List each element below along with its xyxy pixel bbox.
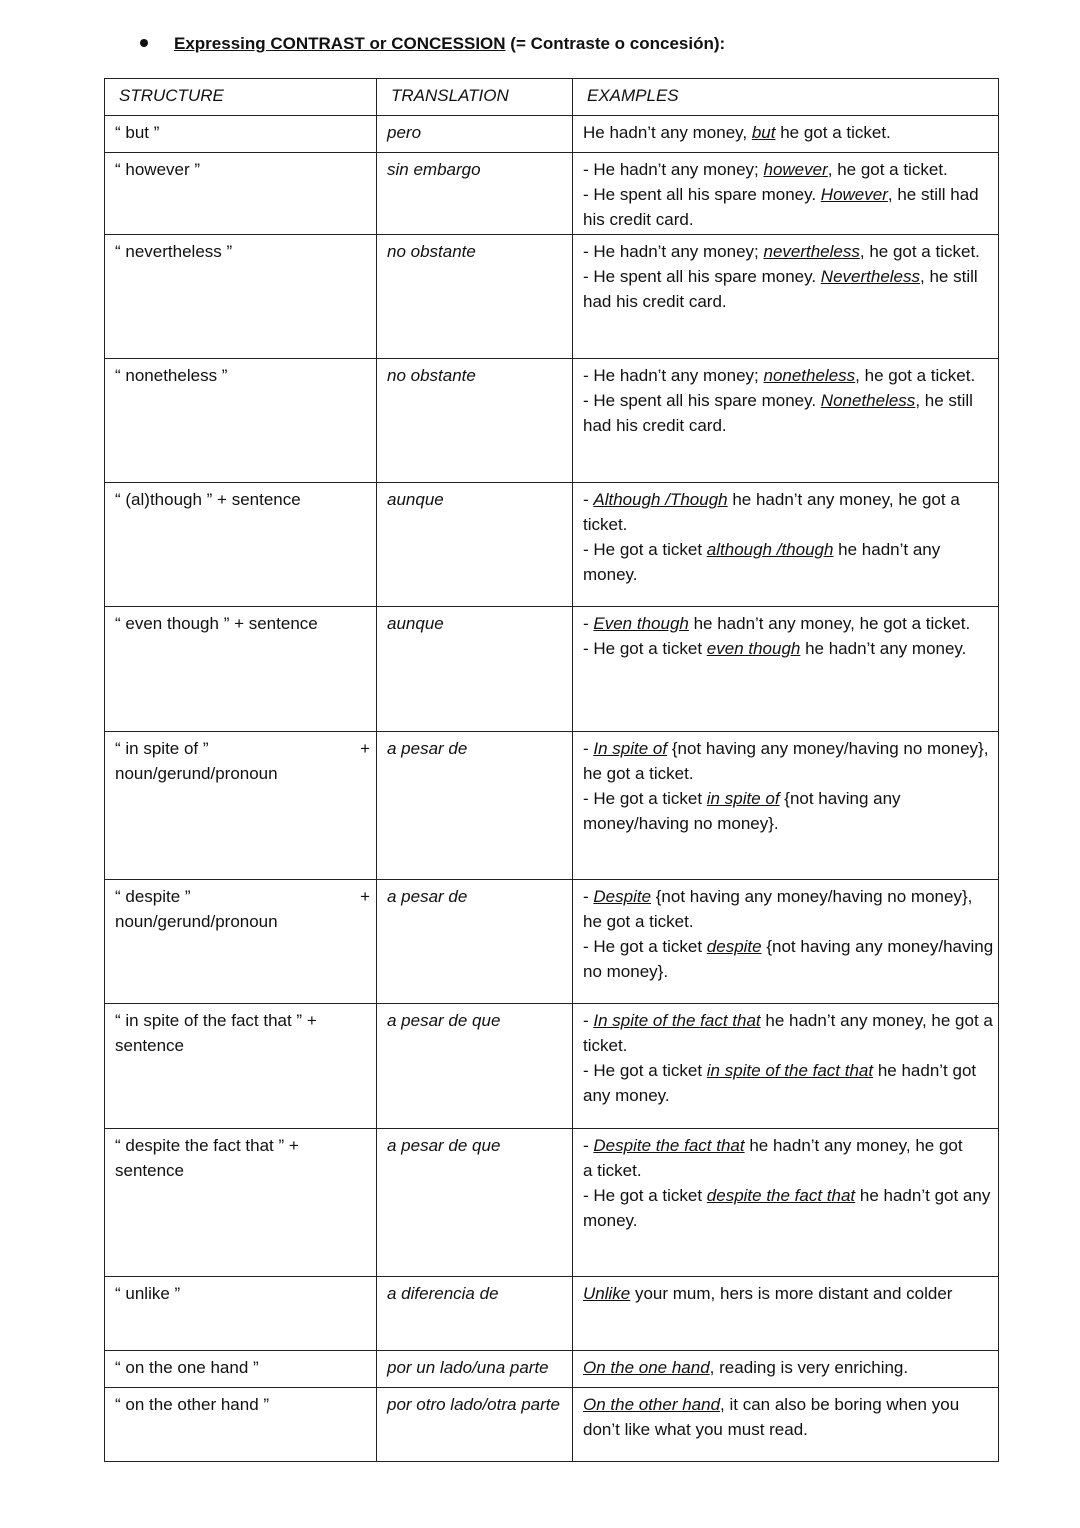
example-text: - He got a ticket (583, 540, 707, 559)
example-text: a ticket. (583, 1161, 642, 1180)
structure-cell (105, 880, 377, 1004)
translation-cell: a diferencia de (377, 1277, 573, 1351)
structure-text: “ but ” (115, 123, 160, 142)
structure-complement: noun/gerund/pronoun (115, 764, 278, 783)
example-text: {not having any money/having no money}, he got a ticket. (583, 887, 973, 931)
structure-text: “ unlike ” (115, 1284, 181, 1303)
example-text: - He hadn’t any money; (583, 160, 764, 179)
structure-cell (105, 483, 377, 607)
examples-cell (573, 1129, 999, 1277)
translation-cell: a pesar de (377, 880, 573, 1004)
translation-cell: por un lado/una parte (377, 1351, 573, 1388)
translation-cell: pero (377, 116, 573, 153)
heading-title: Expressing CONTRAST or CONCESSION (174, 34, 506, 53)
example-text: he hadn’t any money, he got a ticket. (583, 490, 960, 534)
table-header-row (105, 79, 999, 116)
table-row (105, 1388, 999, 1462)
example-text: - He hadn’t any money; (583, 366, 764, 385)
structure-text: “ nevertheless ” (115, 242, 233, 261)
structure-cell (105, 1129, 377, 1277)
structure-cell (105, 1004, 377, 1129)
example-text: He hadn’t any money, (583, 123, 752, 142)
example-text: {not having any money/having no money}. (583, 789, 901, 833)
example-line (583, 611, 994, 636)
examples-cell (573, 153, 999, 235)
example-text: - (583, 490, 594, 509)
example-text: , he got a ticket. (827, 160, 948, 179)
example-line (583, 1281, 994, 1306)
translation-cell: por otro lado/otra parte (377, 1388, 573, 1462)
example-text: {not having any money/having no money}, he got a ticket. (583, 739, 989, 783)
examples-cell (573, 483, 999, 607)
header-examples: EXAMPLES (573, 79, 999, 116)
example-text: , he still had his credit card. (583, 185, 979, 229)
table-row (105, 732, 999, 880)
connector-keyword: Nonetheless (820, 391, 916, 410)
examples-cell (573, 607, 999, 732)
example-text: - He got a ticket (583, 639, 707, 658)
example-text: , he still had his credit card. (583, 267, 978, 311)
example-line (583, 388, 994, 438)
examples-cell (573, 1351, 999, 1388)
example-text: - (583, 1136, 594, 1155)
examples-cell (573, 1004, 999, 1129)
translation-cell: a pesar de que (377, 1004, 573, 1129)
example-line (583, 182, 994, 232)
example-text: , he got a ticket. (859, 242, 980, 261)
structure-cell (105, 1277, 377, 1351)
table-row (105, 359, 999, 483)
connector-keyword: however (763, 160, 828, 179)
header-structure: STRUCTURE (105, 79, 377, 116)
structure-cell (105, 153, 377, 235)
connector-keyword: but (751, 123, 776, 142)
structure-cell (105, 732, 377, 880)
table-row (105, 880, 999, 1004)
structure-plus: + (360, 887, 370, 906)
connector-keyword: in spite of (706, 789, 780, 808)
connector-keyword: Nevertheless (820, 267, 921, 286)
examples-cell (573, 1277, 999, 1351)
structure-cell (105, 359, 377, 483)
structure-text: “ on the other hand ” (115, 1395, 270, 1414)
example-text: he hadn’t any money. (583, 540, 941, 584)
example-line (583, 1158, 994, 1183)
example-text: , it can also be boring when you don’t like what you must read. (583, 1395, 960, 1439)
structure-cell (105, 607, 377, 732)
section-heading (140, 34, 725, 54)
structure-text: “ despite ” (115, 887, 191, 906)
example-text: - (583, 614, 594, 633)
example-text: he hadn’t any money, he got a ticket. (688, 614, 971, 633)
connector-keyword: nonetheless (763, 366, 856, 385)
table-row (105, 153, 999, 235)
heading-subtitle: (= Contraste o concesión): (505, 34, 726, 53)
table-row (105, 235, 999, 359)
example-text: he hadn’t any money. (800, 639, 967, 658)
bullet-icon (140, 39, 148, 47)
connector-keyword: although /though (706, 540, 834, 559)
examples-cell (573, 880, 999, 1004)
example-line (583, 786, 994, 836)
example-text: - He hadn’t any money; (583, 242, 764, 261)
connector-keyword: Despite (593, 887, 652, 906)
table-row (105, 116, 999, 153)
example-line (583, 884, 994, 934)
example-line (583, 1183, 994, 1233)
connector-keyword: Unlike (583, 1284, 631, 1303)
table-row (105, 1004, 999, 1129)
connector-keyword: On the one hand (583, 1358, 710, 1377)
table-row (105, 483, 999, 607)
example-text: , he still had his credit card. (583, 391, 973, 435)
example-text: he hadn’t any money, he got a ticket. (583, 1011, 993, 1055)
example-line (583, 1133, 994, 1158)
translation-cell: a pesar de que (377, 1129, 573, 1277)
table-row (105, 1277, 999, 1351)
example-text: - He spent all his spare money. (583, 185, 821, 204)
example-line (583, 157, 994, 182)
example-text: - He got a ticket (583, 937, 707, 956)
example-line (583, 264, 994, 314)
example-line (583, 120, 994, 145)
example-text: he hadn’t any money, he got (744, 1136, 963, 1155)
structure-plus: + (360, 739, 370, 758)
translation-cell: no obstante (377, 359, 573, 483)
example-text: - (583, 739, 594, 758)
example-text: - He got a ticket (583, 789, 707, 808)
structure-text: “ nonetheless ” (115, 366, 228, 385)
structure-text: “ on the one hand ” (115, 1358, 259, 1377)
example-text: - He got a ticket (583, 1186, 707, 1205)
example-line (583, 1392, 994, 1442)
connector-keyword: Although /Though (593, 490, 728, 509)
connector-keyword: Even though (593, 614, 689, 633)
table-row (105, 607, 999, 732)
translation-cell: aunque (377, 483, 573, 607)
connector-keyword: despite (706, 937, 762, 956)
example-line (583, 1008, 994, 1058)
example-text: {not having any money/having no money}. (583, 937, 994, 981)
example-line (583, 1058, 994, 1108)
example-text: he hadn’t got any money. (583, 1061, 977, 1105)
connector-keyword: Despite the fact that (593, 1136, 745, 1155)
example-line (583, 934, 994, 984)
translation-cell: sin embargo (377, 153, 573, 235)
connector-keyword: nevertheless (763, 242, 860, 261)
table-row (105, 1351, 999, 1388)
examples-cell (573, 235, 999, 359)
examples-cell (573, 116, 999, 153)
structure-text: “ even though ” + sentence (115, 614, 318, 633)
structure-cell (105, 235, 377, 359)
examples-cell (573, 732, 999, 880)
example-text: , he got a ticket. (855, 366, 976, 385)
example-text: , reading is very enriching. (709, 1358, 909, 1377)
table-row (105, 1129, 999, 1277)
connector-keyword: even though (706, 639, 801, 658)
structure-text: “ in spite of ” (115, 739, 209, 758)
example-line (583, 736, 994, 786)
examples-cell (573, 359, 999, 483)
examples-cell (573, 1388, 999, 1462)
connector-keyword: despite the fact that (706, 1186, 856, 1205)
example-text: - He spent all his spare money. (583, 267, 821, 286)
structure-complement: noun/gerund/pronoun (115, 912, 278, 931)
example-line (583, 239, 994, 264)
translation-cell: no obstante (377, 235, 573, 359)
connector-keyword: in spite of the fact that (706, 1061, 874, 1080)
example-line (583, 363, 994, 388)
structure-text: “ however ” (115, 160, 201, 179)
connector-keyword: In spite of the fact that (593, 1011, 761, 1030)
example-line (583, 537, 994, 587)
example-line (583, 487, 994, 537)
structure-text: “ (al)though ” + sentence (115, 490, 301, 509)
example-line (583, 636, 994, 661)
structure-cell (105, 116, 377, 153)
structure-cell (105, 1388, 377, 1462)
connector-keyword: On the other hand (583, 1395, 721, 1414)
translation-cell: a pesar de (377, 732, 573, 880)
example-text: your mum, hers is more distant and colder (630, 1284, 953, 1303)
example-text: he got a ticket. (775, 123, 891, 142)
example-text: - He got a ticket (583, 1061, 707, 1080)
contrast-table (104, 78, 999, 1462)
connector-keyword: However (820, 185, 888, 204)
structure-text: “ despite the fact that ” + sentence (115, 1136, 299, 1180)
connector-keyword: In spite of (593, 739, 668, 758)
example-text: - He spent all his spare money. (583, 391, 821, 410)
structure-cell (105, 1351, 377, 1388)
header-translation: TRANSLATION (377, 79, 573, 116)
example-text: - (583, 887, 594, 906)
translation-cell: aunque (377, 607, 573, 732)
structure-text: “ in spite of the fact that ” + sentence (115, 1011, 317, 1055)
example-line (583, 1355, 994, 1380)
example-text: - (583, 1011, 594, 1030)
example-text: he hadn’t got any money. (583, 1186, 991, 1230)
